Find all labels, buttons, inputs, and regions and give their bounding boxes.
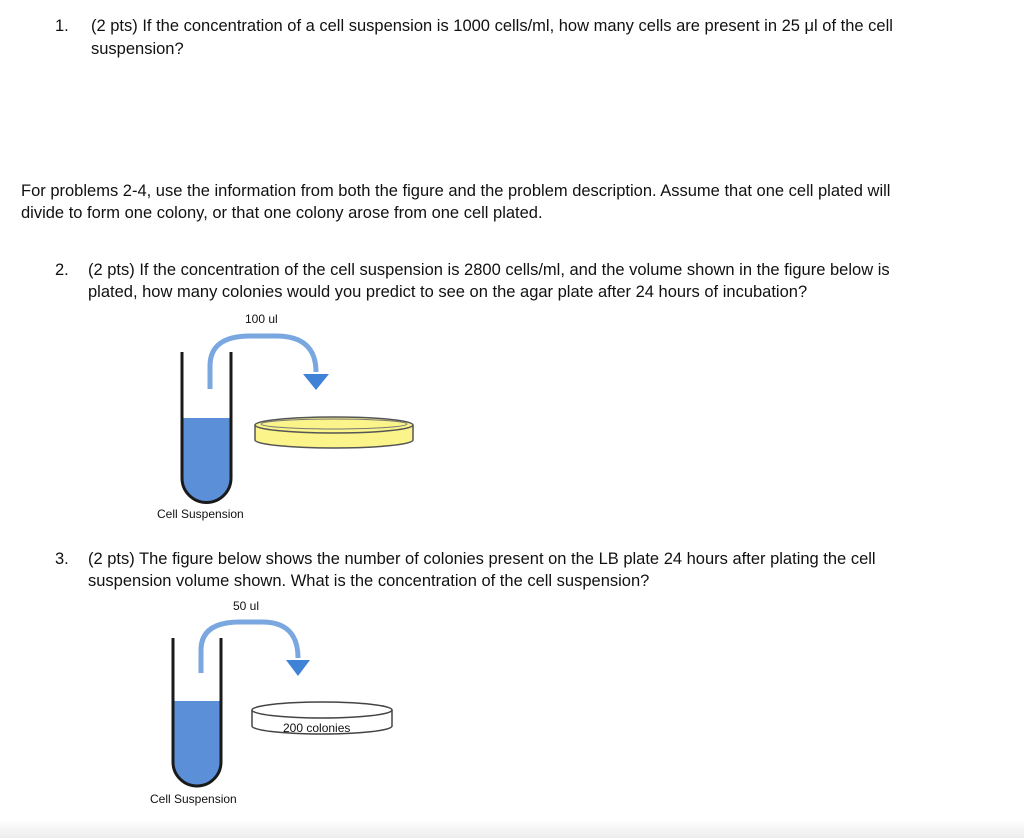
question-1-number: 1. <box>55 17 69 35</box>
figure-2-tube-label: Cell Suspension <box>157 507 244 521</box>
page-bottom-shadow <box>0 820 1024 838</box>
question-2-number: 2. <box>55 261 69 279</box>
question-1-text-line-2: suspension? <box>91 40 184 58</box>
question-3-number: 3. <box>55 550 69 568</box>
intro-text-line-2: divide to form one colony, or that one colony arose from one cell plated. <box>21 204 543 222</box>
figure-3-arrow-head <box>286 660 310 676</box>
figure-3-tube-label: Cell Suspension <box>150 792 237 806</box>
question-2-text-line-1: (2 pts) If the concentration of the cell suspension is 2800 cells/ml, and the volume shown in the figure below is <box>88 261 890 279</box>
figure-3-plate-label: 200 colonies <box>283 721 351 735</box>
intro-text-line-1: For problems 2-4, use the information from both the figure and the problem description. Assume that one cell plated will <box>21 182 891 200</box>
question-2-text-line-2: plated, how many colonies would you predict to see on the agar plate after 24 hours of incubation? <box>88 283 808 301</box>
question-1-text-line-1: (2 pts) If the concentration of a cell suspension is 1000 cells/ml, how many cells are present in 25 μl of the cell <box>91 17 893 35</box>
figure-3-test-tube <box>173 638 221 786</box>
figure-2-volume-label: 100 ul <box>245 312 278 326</box>
question-3-text-line-2: suspension volume shown. What is the concentration of the cell suspension? <box>88 572 650 590</box>
question-3-text-line-1: (2 pts) The figure below shows the number of colonies present on the LB plate 24 hours after plating the cell <box>88 550 876 568</box>
figure-3-transfer-arrow <box>201 622 310 676</box>
figure-3-volume-label: 50 ul <box>233 599 260 613</box>
